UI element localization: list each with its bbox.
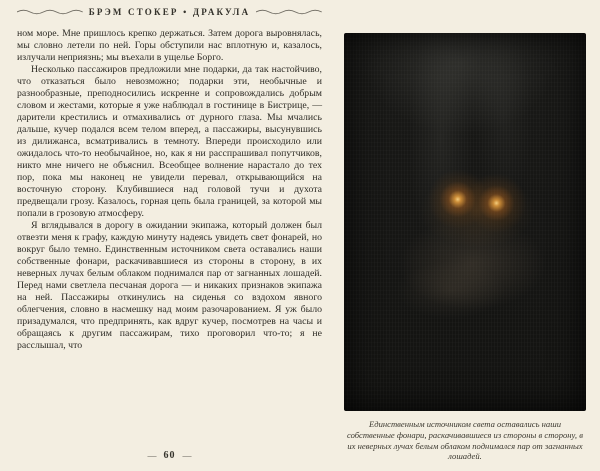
footer-ornament-right: — [182, 450, 192, 461]
paragraph: Несколько пассажиров предложили мне подарки, да так настойчиво, что отказаться было невозможно; подарки эти, необычные и разнообразные, преподносились искренне и сопровождались добрым словом и жестами, которые я уже наблюдал в гостинице в Бистрице, — дарители крестились и отмахивались от дурного глаза. Мы мчались дальше, кучер подался всем телом вперед, а пассажиры, высунувшись из дилижанса, всматривались в темноту. Впереди происходило или ожидалось что-то необычайное, но, как я ни расспрашивал попутчиков, никто мне ничего не объяснил. Всеобщее волнение нарастало до тех пор, пока мы наконец не увидели перевал, открывающийся на восточную сторону. Клубившиеся над головой тучи и духота предвещали грозу. Казалось, горная цепь была границей, за которой мы попали в грозовую атмосферу. [17, 64, 322, 219]
running-header [17, 5, 322, 19]
illustration-caption: Единственным источником света оставались наши собственные фонари, раскачивавшиеся из стороны в сторону, в их неверных лучах белым облаком поднимался пар от загнанных лошадей. [347, 419, 583, 462]
paragraph-continuation: ном море. Мне пришлось крепко держаться. Затем дорога выровнялась, мы словно летели по ней. Горы обступили нас вплотную и, казалось, излучали неприязнь; мы въехали в ущелье Борго. [17, 28, 322, 63]
page-number: 60 [163, 450, 176, 461]
header-flourish-right-icon [256, 8, 322, 16]
paragraph: Я вглядывался в дорогу в ожидании экипажа, который должен был отвезти меня к графу, каждую минуту надеясь увидеть свет фонарей, но вокруг было темно. Единственным источником света оставались наши собственные фонари, раскачивавшиеся из стороны в сторону, в их неверных лучах белым облаком поднимался пар от загнанных лошадей. Перед нами светлела песчаная дорога — и никаких признаков экипажа на ней. Пассажиры откинулись на сиденья со вздохом явного облегчения, словно в насмешку над моим разочарованием. Я уж было призадумался, что предпринять, как вдруг кучер, посмотрев на часы и обращаясь к другим пассажирам, тихо проговорил что-то; я не расслышал, что [17, 220, 322, 351]
header-flourish-left-icon [17, 8, 83, 16]
body-text [17, 28, 322, 352]
page-footer [17, 450, 322, 463]
footer-ornament-left: — [147, 450, 157, 461]
illustration-column [330, 0, 600, 471]
book-title-author: БРЭМ СТОКЕР • ДРАКУЛА [88, 7, 251, 17]
night-carriage-illustration [344, 33, 586, 411]
